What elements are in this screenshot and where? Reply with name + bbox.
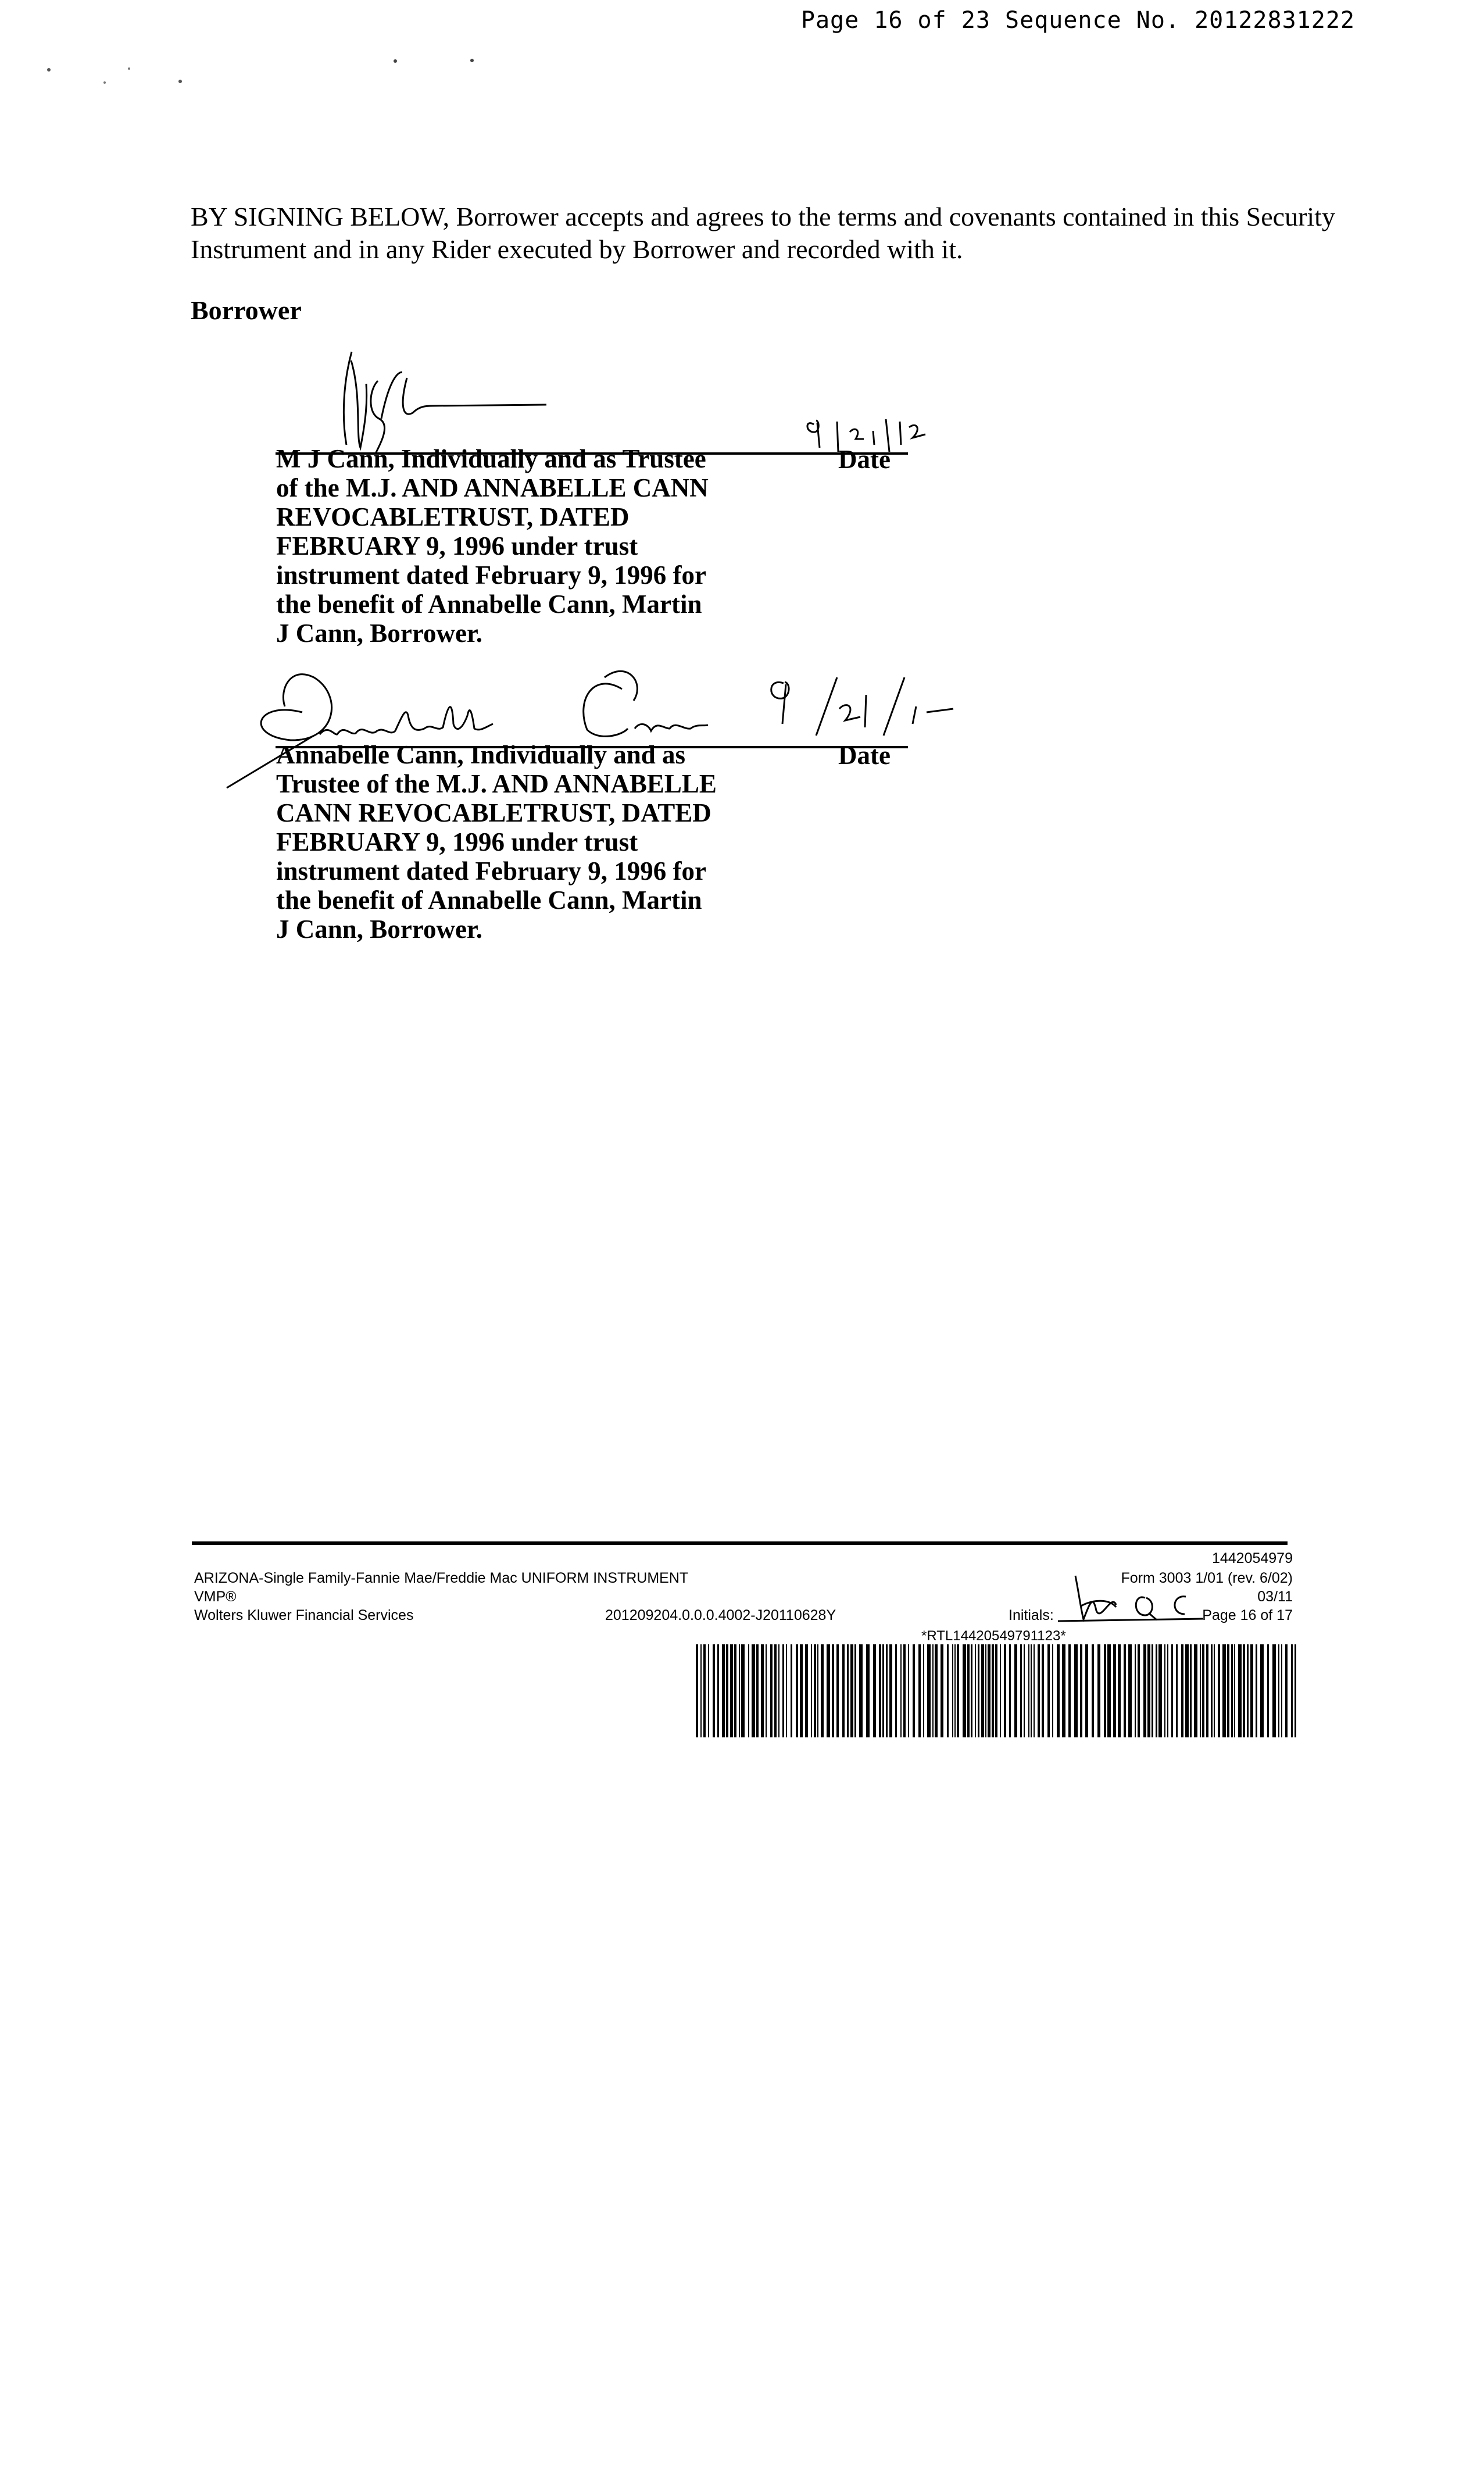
- barcode-bar: [923, 1644, 924, 1737]
- barcode-bar: [1176, 1644, 1178, 1737]
- barcode-bar: [1206, 1644, 1208, 1737]
- signer-2-line: FEBRUARY 9, 1996 under trust: [276, 827, 638, 856]
- barcode-bar: [713, 1644, 715, 1737]
- barcode-bar: [927, 1644, 931, 1737]
- barcode-bar: [859, 1644, 863, 1737]
- barcode-bar: [854, 1644, 856, 1737]
- barcode-bar: [1260, 1644, 1264, 1737]
- barcode-bar: [1256, 1644, 1257, 1737]
- barcode-bar: [1128, 1644, 1132, 1737]
- barcode-bar: [730, 1644, 733, 1737]
- barcode-bar: [1278, 1644, 1279, 1737]
- page-of-count: Page 16 of 17: [1202, 1607, 1293, 1623]
- barcode-bar: [895, 1644, 897, 1737]
- barcode-bar: [847, 1644, 849, 1737]
- barcode-bar: [1238, 1644, 1242, 1737]
- barcode-bar: [995, 1644, 997, 1737]
- barcode-bar: [1231, 1644, 1233, 1737]
- barcode-bar: [1104, 1644, 1106, 1737]
- barcode-bar: [1124, 1644, 1126, 1737]
- barcode-bar: [954, 1644, 956, 1737]
- barcode-bar: [1272, 1644, 1276, 1737]
- barcode-bar: [889, 1644, 892, 1737]
- barcode-bar: [1052, 1644, 1053, 1737]
- barcode-bar: [1080, 1644, 1082, 1737]
- barcode-bar: [1218, 1644, 1220, 1737]
- barcode-bar: [1285, 1644, 1288, 1737]
- form-number: Form 3003 1/01 (rev. 6/02): [1121, 1570, 1293, 1586]
- barcode-bar: [739, 1644, 740, 1737]
- barcode-bar: [873, 1644, 876, 1737]
- barcode-bar: [879, 1644, 881, 1737]
- signer-2-line: J Cann, Borrower.: [276, 915, 483, 944]
- barcode-bar: [1143, 1644, 1146, 1737]
- barcode-bar: [957, 1644, 959, 1737]
- signer-1-line: FEBRUARY 9, 1996 under trust: [276, 531, 638, 561]
- barcode-bar: [1107, 1644, 1111, 1737]
- signer-2-line: the benefit of Annabelle Cann, Martin: [276, 886, 702, 915]
- barcode-bar: [821, 1644, 824, 1737]
- barcode: [696, 1644, 1297, 1737]
- signer-1-line: M J Cann, Individually and as Trustee: [276, 444, 706, 473]
- signer-2-name-block: [276, 740, 717, 944]
- barcode-bar: [726, 1644, 728, 1737]
- barcode-bar: [1171, 1644, 1173, 1737]
- barcode-bar: [918, 1644, 921, 1737]
- barcode-bar: [1167, 1644, 1168, 1737]
- signer-1-name-block: [276, 444, 709, 648]
- barcode-bar: [967, 1644, 970, 1737]
- footer-rule: [192, 1541, 1288, 1545]
- barcode-bar: [963, 1644, 966, 1737]
- barcode-bar: [770, 1644, 773, 1737]
- signer-2-line: Annabelle Cann, Individually and as: [276, 740, 686, 769]
- page-sequence-header: Page 16 of 23 Sequence No. 20122831222: [800, 7, 1355, 34]
- barcode-bar: [1038, 1644, 1040, 1737]
- barcode-bar: [900, 1644, 902, 1737]
- barcode-bar: [814, 1644, 816, 1737]
- scan-specks: [0, 0, 1484, 116]
- barcode-bar: [761, 1644, 764, 1737]
- barcode-bar: [734, 1644, 736, 1737]
- barcode-bar: [1247, 1644, 1249, 1737]
- barcode-bar: [886, 1644, 888, 1737]
- barcode-bar: [866, 1644, 870, 1737]
- barcode-bar: [696, 1644, 698, 1737]
- barcode-bar: [1057, 1644, 1060, 1737]
- signer-2-date-label: Date: [838, 741, 891, 770]
- barcode-bar: [805, 1644, 808, 1737]
- barcode-bar: [1181, 1644, 1183, 1737]
- barcode-bar: [1156, 1644, 1157, 1737]
- consent-line: BY SIGNING BELOW, Borrower accepts and agrees to the terms and covenants contained in this Security: [191, 202, 1335, 231]
- barcode-bar: [1074, 1644, 1078, 1737]
- barcode-bar: [985, 1644, 986, 1737]
- barcode-bar: [1185, 1644, 1189, 1737]
- barcode-bar: [811, 1644, 812, 1737]
- barcode-bar: [1200, 1644, 1201, 1737]
- barcode-bar: [1047, 1644, 1050, 1737]
- barcode-bar: [903, 1644, 906, 1737]
- barcode-bar: [1138, 1644, 1140, 1737]
- barcode-bar: [1113, 1644, 1116, 1737]
- barcode-bar: [836, 1644, 839, 1737]
- barcode-bar: [817, 1644, 818, 1737]
- signer-1-line: the benefit of Annabelle Cann, Martin: [276, 590, 702, 619]
- barcode-bar: [827, 1644, 830, 1737]
- barcode-bar: [1190, 1644, 1192, 1737]
- barcode-bar: [1118, 1644, 1121, 1737]
- barcode-bar: [700, 1644, 702, 1737]
- signer-1-line: instrument dated February 9, 1996 for: [276, 561, 706, 590]
- barcode-bar: [981, 1644, 984, 1737]
- barcode-bar: [832, 1644, 834, 1737]
- barcode-bar: [1147, 1644, 1150, 1737]
- barcode-bar: [1031, 1644, 1032, 1737]
- barcode-bar: [882, 1644, 884, 1737]
- barcode-bar: [1004, 1644, 1006, 1737]
- signer-1-line: J Cann, Borrower.: [276, 619, 483, 648]
- barcode-bar: [1164, 1644, 1165, 1737]
- initials-label: Initials:: [1009, 1607, 1054, 1623]
- barcode-bar: [1020, 1644, 1022, 1737]
- barcode-bar: [1085, 1644, 1088, 1737]
- barcode-bar: [941, 1644, 943, 1737]
- barcode-bar: [1097, 1644, 1100, 1737]
- publisher: Wolters Kluwer Financial Services: [194, 1607, 414, 1623]
- barcode-bar: [1250, 1644, 1253, 1737]
- barcode-bar: [703, 1644, 706, 1737]
- barcode-bar: [778, 1644, 779, 1737]
- signer-2-line: instrument dated February 9, 1996 for: [276, 856, 706, 886]
- barcode-bar: [786, 1644, 787, 1737]
- barcode-bar: [748, 1644, 749, 1737]
- barcode-bar: [1158, 1644, 1162, 1737]
- barcode-bar: [1092, 1644, 1094, 1737]
- barcode-bar: [1267, 1644, 1269, 1737]
- loan-number: 1442054979: [1211, 1550, 1293, 1566]
- consent-line: Instrument and in any Rider executed by Borrower and recorded with it.: [191, 234, 963, 264]
- barcode-bar: [1068, 1644, 1071, 1737]
- barcode-bar: [708, 1644, 709, 1737]
- barcode-bar: [796, 1644, 798, 1737]
- barcode-bar: [947, 1644, 949, 1737]
- barcode-bar: [1234, 1644, 1235, 1737]
- barcode-bar: [1034, 1644, 1035, 1737]
- barcode-bar: [1211, 1644, 1213, 1737]
- barcode-bar: [1152, 1644, 1153, 1737]
- barcode-bar: [1042, 1644, 1044, 1737]
- barcode-bar: [766, 1644, 767, 1737]
- barcode-bar: [1000, 1644, 1001, 1737]
- barcode-text: *RTL14420549791123*: [921, 1628, 1066, 1644]
- barcode-bar: [908, 1644, 909, 1737]
- barcode-bar: [1062, 1644, 1065, 1737]
- barcode-bar: [752, 1644, 755, 1737]
- barcode-bar: [932, 1644, 934, 1737]
- barcode-bar: [850, 1644, 853, 1737]
- barcode-bar: [913, 1644, 915, 1737]
- borrower-heading: Borrower: [191, 295, 302, 325]
- barcode-bar: [952, 1644, 953, 1737]
- doc-code: 201209204.0.0.0.4002-J20110628Y: [605, 1607, 836, 1623]
- barcode-bar: [741, 1644, 745, 1737]
- barcode-bar: [978, 1644, 979, 1737]
- form-title: ARIZONA-Single Family-Fannie Mae/Freddie Mac UNIFORM INSTRUMENT: [194, 1570, 689, 1586]
- signer-2-line: Trustee of the M.J. AND ANNABELLE: [276, 769, 717, 798]
- signer-1-date-label: Date: [838, 445, 891, 474]
- barcode-bar: [782, 1644, 784, 1737]
- barcode-bar: [1194, 1644, 1197, 1737]
- barcode-bar: [717, 1644, 719, 1737]
- barcode-bar: [1214, 1644, 1215, 1737]
- barcode-bar: [1009, 1644, 1011, 1737]
- signer-2-line: CANN REVOCABLETRUST, DATED: [276, 798, 711, 827]
- barcode-bar: [935, 1644, 938, 1737]
- barcode-bar: [756, 1644, 759, 1737]
- barcode-bar: [988, 1644, 990, 1737]
- barcode-bar: [800, 1644, 803, 1737]
- barcode-bar: [1291, 1644, 1293, 1737]
- barcode-bar: [842, 1644, 845, 1737]
- barcode-bar: [1281, 1644, 1282, 1737]
- barcode-bar: [1014, 1644, 1017, 1737]
- barcode-bar: [722, 1644, 725, 1737]
- barcode-bar: [992, 1644, 994, 1737]
- revision-date: 03/11: [1257, 1589, 1293, 1605]
- barcode-bar: [1028, 1644, 1029, 1737]
- barcode-bar: [791, 1644, 792, 1737]
- initials-marks: [1058, 1570, 1209, 1634]
- barcode-bar: [1202, 1644, 1204, 1737]
- barcode-bar: [1024, 1644, 1025, 1737]
- barcode-bar: [971, 1644, 972, 1737]
- barcode-bar: [1243, 1644, 1245, 1737]
- barcode-bar: [1135, 1644, 1136, 1737]
- barcode-bar: [1227, 1644, 1229, 1737]
- consent-paragraph: [191, 201, 1335, 266]
- barcode-bar: [1295, 1644, 1296, 1737]
- barcode-bar: [1222, 1644, 1226, 1737]
- barcode-bar: [975, 1644, 976, 1737]
- vmp-mark: VMP®: [194, 1589, 237, 1605]
- signer-1-line: of the M.J. AND ANNABELLE CANN: [276, 473, 709, 502]
- signer-1-line: REVOCABLETRUST, DATED: [276, 502, 630, 531]
- barcode-bar: [774, 1644, 777, 1737]
